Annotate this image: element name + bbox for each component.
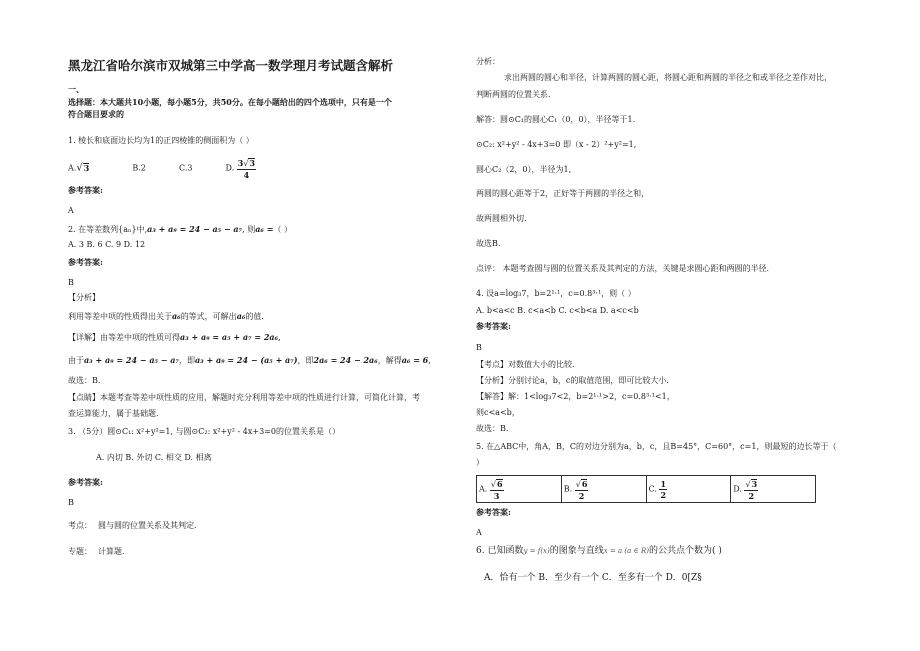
q2-answer: B — [68, 278, 74, 287]
q3-solution-line6: 故选B. — [476, 239, 501, 248]
q2-analysis-label: 【分析】 — [68, 293, 100, 302]
q5-reference-label: 参考答案: — [476, 507, 511, 517]
section-heading-line2: 符合题目要求的 — [68, 109, 124, 119]
q5-answer: A — [476, 528, 482, 537]
q3-review: 点评： 本题考查圆与圆的位置关系及其判定的方法，关键是求圆心距和两圆的半径. — [476, 264, 770, 273]
q5-option-a: A. $\frac{√6}{3}$ — [477, 476, 562, 503]
q3-analysis-line1: 求出两圆的圆心和半径，计算两圆的圆心距，将圆心距和两圆的半径之和或半径之差作对比， — [504, 73, 832, 82]
q4-therefore: 故选：B. — [476, 424, 509, 433]
section-heading-line1: 选择题：本大题共10小题，每小题5分，共50分。在每小题给出的四个选项中，只有是一个 — [68, 97, 392, 107]
q5-option-d: D. $\frac{√3}{2}$ — [731, 476, 816, 503]
q5-close: ） — [476, 458, 484, 467]
q6-function: y = f(x) — [523, 547, 550, 555]
q3-solution-line1: 解答：圆⊙C₁的圆心C₁（0，0），半径等于1. — [476, 115, 636, 124]
q1-option-d-label: D. — [225, 163, 235, 173]
q2-analysis: 利用等差中项的性质得出关于a₆的等式，可解出a₆的值. — [68, 311, 264, 321]
q1-option-c: C.3 — [178, 163, 193, 173]
q3-solution-line4: 两圆的圆心距等于2，正好等于两圆的半径之和， — [476, 189, 650, 198]
q4-topic: 【考点】对数值大小的比较. — [476, 360, 575, 369]
q2-comment-line2: 查运算能力，属于基础题. — [68, 409, 159, 418]
q3-analysis-label: 分析： — [476, 57, 500, 66]
q2-text: 2. 在等差数列{aₙ}中,a₃ + a₉ = 24 − a₅ − a₇, 则a₆ =（ ） — [68, 224, 292, 234]
page-title: 黑龙江省哈尔滨市双城第三中学高一数学理月考试题含解析 — [68, 58, 394, 73]
q3-analysis-line2: 判断两圆的位置关系. — [476, 90, 551, 99]
q2-detail: 【详解】由等差中项的性质可得a₃ + a₉ = a₅ + a₇ = 2a₆, — [68, 332, 281, 342]
q2-equation: a₃ + a₉ = 24 − a₅ − a₇ — [147, 224, 243, 234]
q6-text: 6. 已知函数y = f(x)的图象与直线x = a (a ∈ R)的公共点个数为( ) — [476, 546, 722, 556]
q2-options: A. 3 B. 6 C. 9 D. 12 — [68, 240, 146, 249]
q3-solution-line2: ⊙C₂: x²+y² - 4x+3=0 即（x - 2）²+y²=1, — [476, 140, 637, 149]
q3-text: 3. （5分）圆⊙C₁: x²+y²=1, 与圆⊙C₂: x²+y² - 4x+3=0的位置关系是（） — [68, 427, 340, 436]
q5-option-b: B. $\frac{√6}{2}$ — [561, 476, 646, 503]
q6-line: x = a (a ∈ R) — [603, 547, 649, 555]
q4-text: 4. 设a=log₃7，b=2¹·¹，c=0.8³·¹，则（ ） — [476, 289, 636, 298]
q5-option-c: C. $\frac{1}{2}$ — [646, 476, 731, 503]
q4-solution: 【解答】解：1<log₃7<2，b=2¹·¹>2，c=0.8³·¹<1， — [476, 392, 675, 401]
q4-conclusion: 则c<a<b， — [476, 408, 520, 417]
q4-reference-label: 参考答案: — [476, 321, 511, 331]
q4-options: A. b<a<c B. c<a<b C. c<b<a D. a<c<b — [476, 306, 639, 315]
q1-text: 1. 棱长和底面边长均为1的正四棱锥的侧面积为（ ） — [68, 136, 254, 145]
q2-variable: a₆ = — [255, 224, 274, 234]
q2-reference-label: 参考答案: — [68, 257, 103, 267]
q1-option-a-label: A. — [68, 163, 77, 173]
q3-options: A. 内切 B. 外切 C. 相交 D. 相离 — [96, 453, 212, 462]
q1-option-b: B.2 — [132, 163, 146, 173]
q4-answer: B — [476, 343, 482, 352]
q2-therefore: 故选：B. — [68, 376, 101, 385]
q5-text: 5. 在△ABC中，角A，B，C的对边分别为a，b，c，且B=45°，C=60°，c=1，则最短的边长等于（ — [476, 442, 837, 451]
q3-solution-line5: 故两圆相外切. — [476, 214, 527, 223]
q3-category: 专题： 计算题. — [68, 547, 125, 556]
q1-options: A.√3 B.2 C.3 D. $\frac{3√3}{4}$ — [68, 158, 256, 180]
q1-option-a-value: 3 — [83, 162, 90, 173]
q4-analysis: 【分析】分别讨论a，b，c的取值范围，即可比较大小. — [476, 376, 669, 385]
q1-reference-label: 参考答案: — [68, 185, 103, 195]
q3-topic: 考点： 圆与圆的位置关系及其判定. — [68, 521, 197, 530]
q5-options-table — [476, 475, 816, 503]
q3-reference-label: 参考答案: — [68, 477, 103, 487]
q6-options: A．恰有一个 B．至少有一个 C．至多有一个 D．0[Z§ — [484, 573, 702, 583]
q3-solution-line3: 圆心C₂（2，0），半径为1, — [476, 165, 572, 174]
section-number: 一、 — [68, 84, 84, 94]
q2-derivation: 由于a₃ + a₉ = 24 − a₅ − a₇，即a₃ + a₉ = 24 − (a₅ + a₇)，即2a₆ = 24 − 2a₆，解得a₆ = 6, — [68, 355, 431, 365]
q3-answer: B — [68, 498, 74, 507]
q2-comment-line1: 【点睛】本题考查等差中项性质的应用，解题时充分利用等差中项的性质进行计算，可简化计算，考 — [68, 393, 420, 402]
q1-option-d-fraction: $\frac{3√3}{4}$ — [237, 158, 256, 180]
q1-answer: A — [68, 206, 74, 215]
